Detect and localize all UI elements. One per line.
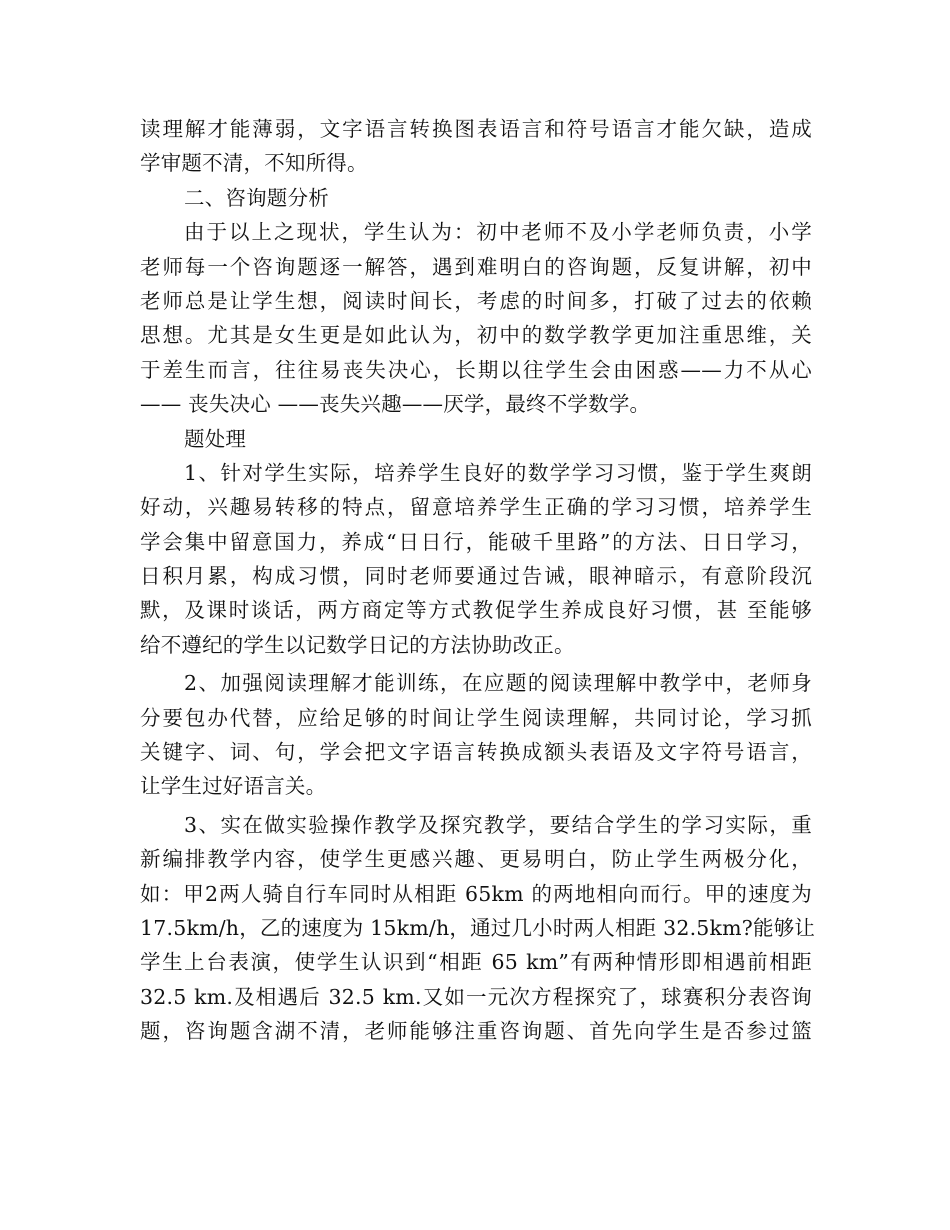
paragraph-line: 由于以上之现状，学生认为：初中老师不及小学老师负责，小学 — [184, 220, 812, 245]
paragraph-line: 新编排教学内容，使学生更感兴趣、更易明白，防止学生两极分化， — [140, 847, 812, 872]
paragraph-line: 默，及课时谈话，两方商定等方式教促学生养成良好习惯，甚 至能够 — [140, 598, 812, 623]
paragraph-line: 如：甲2两人骑自行车同时从相距 65km 的两地相向而行。甲的速度为 — [140, 881, 812, 906]
paragraph-line: 3、实在做实验操作教学及探究教学，要结合学生的学习实际，重 — [184, 812, 812, 837]
paragraph-line: 学生上台表演，使学生认识到“相距 65 km”有两种情形即相遇前相距 — [140, 950, 812, 975]
paragraph-line: 题，咨询题含湖不清，老师能够注重咨询题、首先向学生是否参过篮 — [140, 1019, 812, 1044]
text-line: 读理解才能薄弱，文字语言转换图表语言和符号语言才能欠缺，造成 — [140, 117, 812, 141]
paragraph-line: 于差生而言，往往易丧失决心，长期以往学生会由困惑——力不从心 — [140, 357, 812, 382]
paragraph-line: —— 丧失决心 ——丧失兴趣——厌学，最终不学数学。 — [140, 392, 651, 417]
paragraph-line: 老师每一个咨询题逐一解答，遇到难明白的咨询题，反复讲解，初中 — [140, 254, 812, 279]
paragraph-line: 学会集中留意国力，养成“日日行，能破千里路”的方法、日日学习， — [140, 529, 812, 554]
paragraph-line: 分要包办代替，应给足够的时间让学生阅读理解，共同讨论，学习抓 — [140, 705, 812, 730]
section-heading: 二、咨询题分析 — [184, 185, 329, 210]
text-line: 学审题不清，不知所得。 — [140, 151, 368, 176]
paragraph-line: 17.5km/h，乙的速度为 15km/h，通过几小时两人相距 32.5km?能够让 — [140, 915, 816, 940]
paragraph-line: 2、加强阅读理解才能训练，在应题的阅读理解中教学中，老师身 — [184, 671, 812, 696]
paragraph-line: 老师总是让学生想，阅读时间长，考虑的时间多，打破了过去的依赖 — [140, 288, 812, 313]
section-heading: 题处理 — [184, 426, 247, 451]
paragraph-line: 32.5 km.及相遇后 32.5 km.又如一元次方程探究了，球赛积分表咨询 — [140, 984, 812, 1009]
paragraph-line: 思想。尤其是女生更是如此认为，初中的数学教学更加注重思维，关 — [140, 323, 812, 348]
paragraph-line: 日积月累，构成习惯，同时老师要通过告诫，眼神暗示，有意阶段沉 — [140, 564, 812, 589]
paragraph-line: 给不遵纪的学生以记数学日记的方法协助改正。 — [140, 632, 575, 657]
paragraph-line: 让学生过好语言关。 — [140, 774, 327, 799]
paragraph-line: 1、针对学生实际，培养学生良好的数学学习习惯，鉴于学生爽朗 — [184, 460, 812, 485]
paragraph-line: 好动，兴趣易转移的特点，留意培养学生正确的学习习惯，培养学生 — [140, 495, 812, 520]
paragraph-line: 关键字、词、句，学会把文字语言转换成额头表语及文字符号语言， — [140, 740, 812, 765]
document-body — [140, 112, 816, 1049]
